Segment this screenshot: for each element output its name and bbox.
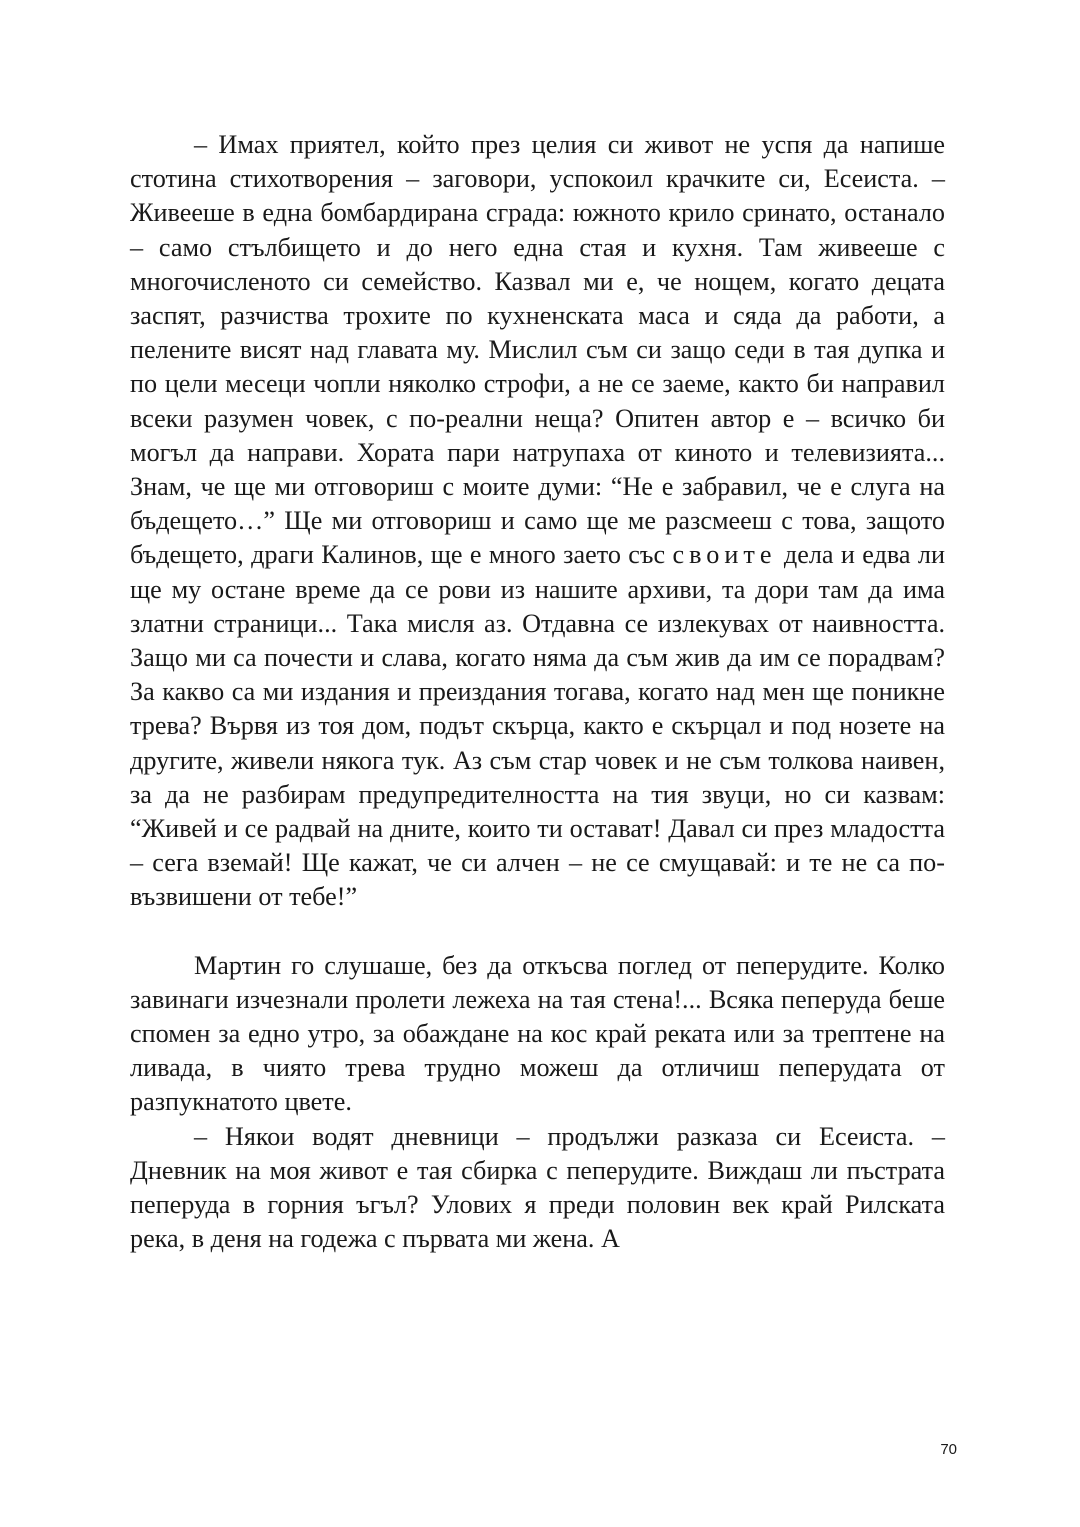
paragraph-martin-listening: Мартин го слушаше, без да откъсва поглед от пеперудите. Колко завинаги изчезнали пролети лежеха на тая стена!... Всяка пеперуда беше спомен за едно утро, за обаждане на кос край реката или за трептене на ливада, в чиято трева трудно можеш да отличиш пеперудата от разпукнатото цвете. xyxy=(130,950,945,1117)
body-text xyxy=(130,128,945,1257)
emphasized-word: своите xyxy=(672,540,777,570)
paragraph-text-part: дела и едва ли ще му остане време да се рови из нашите архиви, та дори там да има златни страници... Така мисля аз. Отдавна се излекувах от наивността. Защо ми са почести и слава, когато няма да съм жив да им се порадвам? За какво са ми издания и преиздания тогава, когато над мен ще поникне трева? Вървя из тоя дом, подът скърца, както е скърцал и под нозете на другите, живели някога тук. Аз съм стар човек и не съм толкова наивен, за да не разбирам предупредителността на тия звуци, но си казвам: “Живей и се радвай на дните, които ти остават! Давал си през младостта – сега вземай! Ще кажат, че си алчен – не се смущавай: и те не са по-възвишени от тебе!” xyxy=(130,540,945,912)
page-number: 70 xyxy=(940,1441,957,1458)
paragraph-text-part: – Имах приятел, който през целия си живот не успя да напише стотина стихотворения – заговори, успокоил крачките си, Есеиста. – Живееше в една бомбардирана сграда: южното крило сринато, останало – само стълбището и до него една стая и кухня. Там живееше с многочисленото си семейство. Казвал ми е, че нощем, когато децата заспят, разчиства трохите по кухненската маса и сяда да работи, а пелените висят над главата му. Мислил съм си защо седи в тая дупка и по цели месеци чопли няколко строфи, а не се заеме, както би направил всеки разумен човек, с по-реални неща? Опитен автор е – всичко би могъл да направи. Хората пари натрупаха от киното и телевизията... Знам, че ще ми отговориш с моите думи: “Не е забравил, че е слуга на бъдещето…” Ще ми отговориш и само ще ме разсмееш с това, защото бъдещето, драги Калинов, ще е много заето със xyxy=(130,130,945,570)
paragraph-diary: – Някои водят дневници – продължи разказа си Есеиста. – Дневник на моя живот е тая сбирка с пеперудите. Виждаш ли пъстрата пеперуда в горния ъгъл? Улових я преди половин век край Рилската река, в деня на годежа с първата ми жена. А xyxy=(130,1121,945,1254)
paragraph-essayist-monologue xyxy=(130,128,945,915)
